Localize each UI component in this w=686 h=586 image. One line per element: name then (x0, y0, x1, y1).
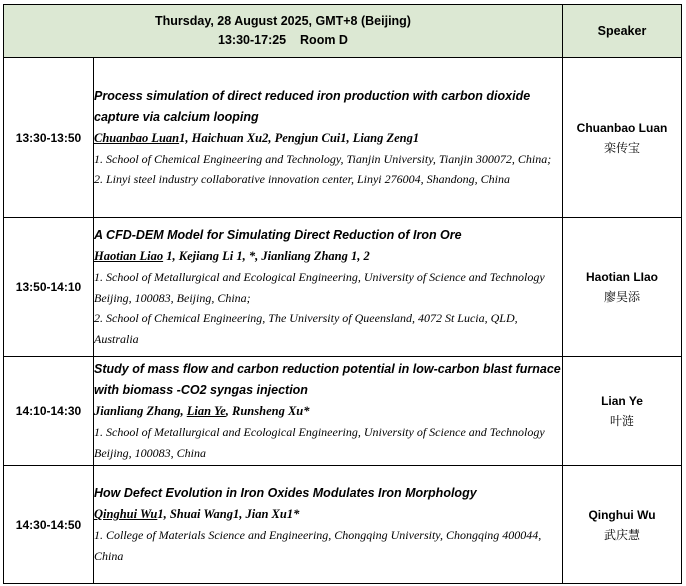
affiliation: 1. College of Materials Science and Engineering, Chongqing University, Chongqing 400044, China (94, 528, 542, 563)
table-row (4, 466, 682, 584)
time-slot: 14:10-14:30 (4, 357, 94, 466)
affiliation: 1. School of Metallurgical and Ecological Engineering, University of Science and Technology Beijing, 100083, China (94, 425, 545, 460)
speaker-name-zh: 栾传宝 (603, 140, 640, 155)
speaker-name-zh: 武庆慧 (603, 527, 640, 542)
speaker-column-label: Speaker (597, 23, 647, 38)
table-row (4, 357, 682, 466)
speaker-cell (563, 466, 682, 584)
talk-cell (94, 218, 563, 357)
talk-authors: Haotian Liao 1, Kejiang Li 1, *, Jianliang Zhang 1, 2 (94, 249, 370, 263)
presenter-name: Lian Ye (186, 404, 226, 418)
session-date: Thursday, 28 August 2025, GMT+8 (Beijing) (155, 14, 411, 28)
talk-cell (94, 357, 563, 466)
affiliation: 2. School of Chemical Engineering, The University of Queensland, 4072 St Lucia, QLD, Australia (94, 311, 518, 346)
talk-cell (94, 466, 563, 584)
speaker-name-en: Chuanbao Luan (576, 120, 668, 135)
time-slot: 14:30-14:50 (4, 466, 94, 584)
presenter-name: Haotian Liao (94, 249, 164, 263)
speaker-name-zh: 叶涟 (609, 414, 634, 428)
speaker-cell (563, 357, 682, 466)
presenter-name: Chuanbao Luan (94, 130, 180, 145)
time-slot: 13:30-13:50 (4, 58, 94, 218)
speaker-cell (563, 58, 682, 218)
speaker-header-cell (563, 5, 682, 58)
talk-cell (94, 58, 563, 218)
table-row (4, 218, 682, 357)
talk-title: A CFD-DEM Model for Simulating Direct Reduction of Iron Ore (94, 228, 462, 242)
schedule-table (3, 4, 682, 584)
speaker-cell (563, 218, 682, 357)
speaker-name-en: Qinghui Wu (588, 507, 656, 522)
affiliation: 1. School of Chemical Engineering and Technology, Tianjin University, Tianjin 300072, China; (94, 151, 552, 166)
speaker-name-en: Haotian LIao (585, 270, 658, 284)
talk-authors: Jianliang Zhang, Lian Ye, Runsheng Xu* (94, 404, 310, 418)
session-time-room: 13:30-17:25 Room D (218, 33, 348, 47)
talk-authors: Chuanbao Luan1, Haichuan Xu2, Pengjun Cui1, Liang Zeng1 (94, 130, 420, 145)
talk-authors: Qinghui Wu1, Shuai Wang1, Jian Xu1* (94, 507, 300, 521)
speaker-name-en: Lian Ye (601, 394, 643, 408)
affiliation: 2. Linyi steel industry collaborative innovation center, Linyi 276004, Shandong, China (94, 172, 510, 186)
header-row (4, 5, 682, 58)
table-row (4, 58, 682, 218)
talk-title: Study of mass flow and carbon reduction potential in low-carbon blast furnace with biomass -CO2 syngas injection (94, 362, 561, 397)
talk-title: Process simulation of direct reduced iron production with carbon dioxide capture via calcium looping (94, 88, 531, 124)
talk-title: How Defect Evolution in Iron Oxides Modulates Iron Morphology (94, 486, 477, 500)
session-header-cell (4, 5, 563, 58)
speaker-name-zh: 廖昊添 (603, 290, 640, 304)
presenter-name: Qinghui Wu (94, 507, 158, 521)
affiliation: 1. School of Metallurgical and Ecological Engineering, University of Science and Technology Beijing, 100083, Beijing, China; (94, 270, 545, 305)
time-slot: 13:50-14:10 (4, 218, 94, 357)
